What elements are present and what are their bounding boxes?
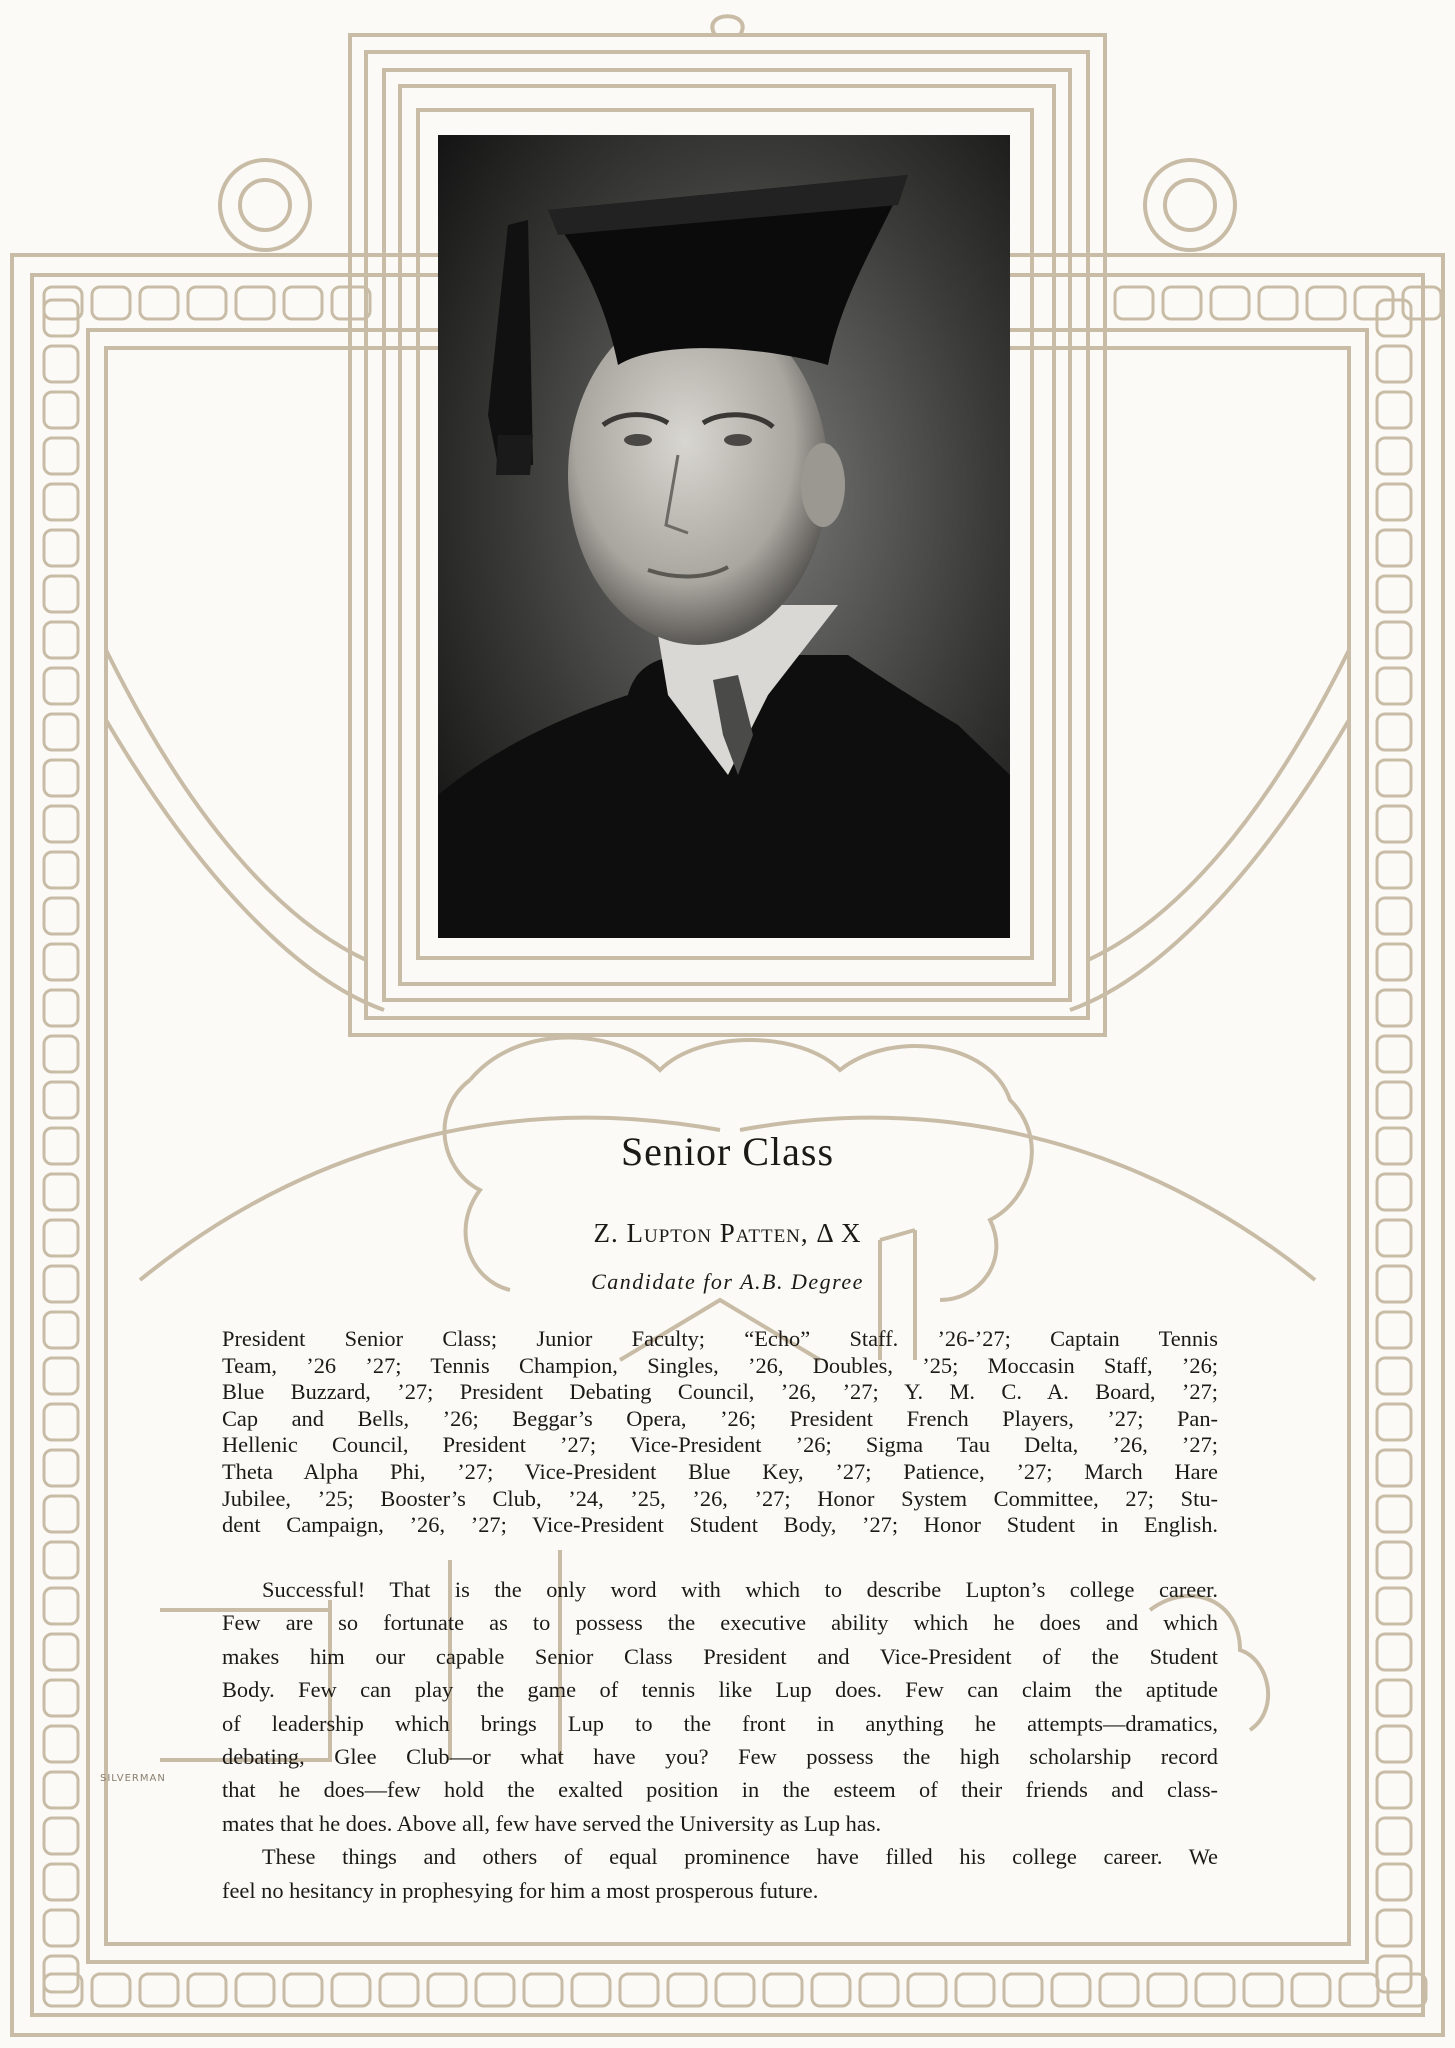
activities-line: President Senior Class; Junior Faculty; “Echo” Staff. ’26-’27; Captain Tennis	[222, 1326, 1218, 1351]
border-link	[44, 1726, 78, 1762]
border-link	[1377, 346, 1411, 382]
border-link	[44, 1358, 78, 1394]
border-link	[1377, 852, 1411, 888]
border-link	[44, 622, 78, 658]
bio-line: debating, Glee Club—or what have you? Few possess the high scholarship record	[222, 1744, 1218, 1770]
border-link	[44, 1772, 78, 1808]
border-link	[476, 1974, 514, 2006]
biography-text	[222, 1573, 1218, 1907]
border-link	[44, 898, 78, 934]
border-link	[44, 1404, 78, 1440]
activities-list	[222, 1326, 1218, 1539]
border-link	[1377, 576, 1411, 612]
border-link	[44, 1542, 78, 1578]
border-link	[1244, 1974, 1282, 2006]
border-link	[44, 484, 78, 520]
border-link	[1211, 287, 1249, 319]
border-link	[44, 1082, 78, 1118]
border-link	[44, 1634, 78, 1670]
border-link	[44, 1312, 78, 1348]
border-link	[860, 1974, 898, 2006]
border-link	[188, 1974, 226, 2006]
border-link	[428, 1974, 466, 2006]
border-link	[668, 1974, 706, 2006]
bio-line: Successful! That is the only word with which to describe Lupton’s college career.	[262, 1577, 1218, 1602]
border-link	[1377, 898, 1411, 934]
border-link	[44, 576, 78, 612]
border-link	[140, 287, 178, 319]
border-link	[1377, 1450, 1411, 1486]
border-link	[1100, 1974, 1138, 2006]
border-link	[92, 287, 130, 319]
border-link	[44, 944, 78, 980]
border-link	[1377, 1542, 1411, 1578]
border-link	[44, 1864, 78, 1900]
border-link	[1004, 1974, 1042, 2006]
border-link	[44, 1910, 78, 1946]
border-link	[812, 1974, 850, 2006]
border-link	[1377, 1312, 1411, 1348]
border-link	[44, 1496, 78, 1532]
border-link	[44, 392, 78, 428]
bio-line: feel no hesitancy in prophesying for him a most prosperous future.	[222, 1877, 819, 1903]
border-link	[44, 668, 78, 704]
activities-line: Theta Alpha Phi, ’27; Vice-President Blue Key, ’27; Patience, ’27; March Hare	[222, 1458, 1218, 1484]
border-link	[1377, 1588, 1411, 1624]
border-link	[44, 1036, 78, 1072]
name-rest: Lupton Patten,	[626, 1218, 809, 1248]
border-link	[1377, 1404, 1411, 1440]
activities-line: Jubilee, ’25; Booster’s Club, ’24, ’25, ’26, ’27; Honor System Committee, 27; Stu-	[222, 1485, 1218, 1511]
activities-line: Cap and Bells, ’26; Beggar’s Opera, ’26; President French Players, ’27; Pan-	[222, 1405, 1218, 1431]
border-link	[1377, 1726, 1411, 1762]
bio-line: that he does—few hold the exalted position in the esteem of their friends and class-	[222, 1777, 1218, 1803]
border-link	[524, 1974, 562, 2006]
border-link	[44, 806, 78, 842]
border-link	[44, 1818, 78, 1854]
border-link	[1377, 1082, 1411, 1118]
border-link	[956, 1974, 994, 2006]
border-link	[44, 1174, 78, 1210]
border-link	[44, 1588, 78, 1624]
border-link	[908, 1974, 946, 2006]
bio-line: of leadership which brings Lup to the front in anything he attempts—dramatics,	[222, 1710, 1218, 1736]
border-link	[1377, 1818, 1411, 1854]
border-link	[92, 1974, 130, 2006]
bio-line: Few are so fortunate as to possess the executive ability which he does and which	[222, 1610, 1218, 1636]
border-link	[1307, 287, 1345, 319]
border-link	[1377, 622, 1411, 658]
border-link	[1340, 1974, 1378, 2006]
border-link	[1377, 714, 1411, 750]
border-link	[1377, 1772, 1411, 1808]
border-link	[1377, 806, 1411, 842]
border-link	[1377, 760, 1411, 796]
border-link	[1148, 1974, 1186, 2006]
border-link	[1377, 530, 1411, 566]
border-link	[140, 1974, 178, 2006]
activities-line: Hellenic Council, President ’27; Vice-President ’26; Sigma Tau Delta, ’26, ’27;	[222, 1432, 1218, 1458]
border-link	[188, 287, 226, 319]
degree-line: Candidate for A.B. Degree	[591, 1269, 864, 1294]
border-link	[1115, 287, 1153, 319]
border-link	[1377, 1358, 1411, 1394]
name-initial: Z.	[593, 1218, 619, 1248]
portrait-photo	[438, 135, 1010, 938]
section-heading: Senior Class	[620, 1129, 835, 1174]
border-link	[380, 1974, 418, 2006]
border-link	[1292, 1974, 1330, 2006]
student-name	[0, 1218, 1455, 1249]
border-link	[1377, 438, 1411, 474]
border-link	[44, 530, 78, 566]
border-link	[44, 852, 78, 888]
fraternity-letters: Δ X	[816, 1218, 862, 1248]
border-link	[620, 1974, 658, 2006]
border-link	[1259, 287, 1297, 319]
activities-line: dent Campaign, ’26, ’27; Vice-President Student Body, ’27; Honor Student in English.	[222, 1512, 1218, 1538]
border-link	[236, 287, 274, 319]
border-link	[44, 346, 78, 382]
artist-signature: SILVERMAN	[100, 1773, 166, 1784]
border-link	[1052, 1974, 1090, 2006]
border-link	[572, 1974, 610, 2006]
border-link	[44, 760, 78, 796]
border-link	[1377, 1864, 1411, 1900]
border-link	[1196, 1974, 1234, 2006]
border-link	[44, 1680, 78, 1716]
border-link	[1377, 1036, 1411, 1072]
border-link	[1377, 990, 1411, 1026]
border-link	[236, 1974, 274, 2006]
activities-line: Team, ’26 ’27; Tennis Champion, Singles, ’26, Doubles, ’25; Moccasin Staff, ’26;	[222, 1352, 1218, 1378]
border-link	[1377, 1910, 1411, 1946]
border-link	[1355, 287, 1393, 319]
border-link	[284, 1974, 322, 2006]
border-link	[332, 1974, 370, 2006]
border-link	[284, 287, 322, 319]
border-link	[1377, 392, 1411, 428]
bio-line: Body. Few can play the game of tennis like Lup does. Few can claim the aptitude	[222, 1677, 1218, 1703]
border-link	[716, 1974, 754, 2006]
border-link	[1377, 1174, 1411, 1210]
border-link	[1163, 287, 1201, 319]
border-link	[1377, 668, 1411, 704]
border-link	[44, 990, 78, 1026]
border-link	[44, 714, 78, 750]
border-link	[764, 1974, 802, 2006]
border-link	[1377, 1680, 1411, 1716]
bio-line: makes him our capable Senior Class President and Vice-President of the Student	[222, 1643, 1218, 1669]
graduate-portrait-image	[438, 135, 1010, 938]
bio-line: These things and others of equal prominence have filled his college career. We	[262, 1844, 1218, 1870]
activities-line: Blue Buzzard, ’27; President Debating Council, ’26, ’27; Y. M. C. A. Board, ’27;	[222, 1379, 1218, 1405]
border-link	[1377, 1634, 1411, 1670]
border-link	[1377, 1496, 1411, 1532]
border-link	[44, 1450, 78, 1486]
border-link	[1377, 484, 1411, 520]
border-link	[1377, 944, 1411, 980]
border-link	[44, 438, 78, 474]
bio-line: mates that he does. Above all, few have served the University as Lup has.	[222, 1810, 882, 1836]
